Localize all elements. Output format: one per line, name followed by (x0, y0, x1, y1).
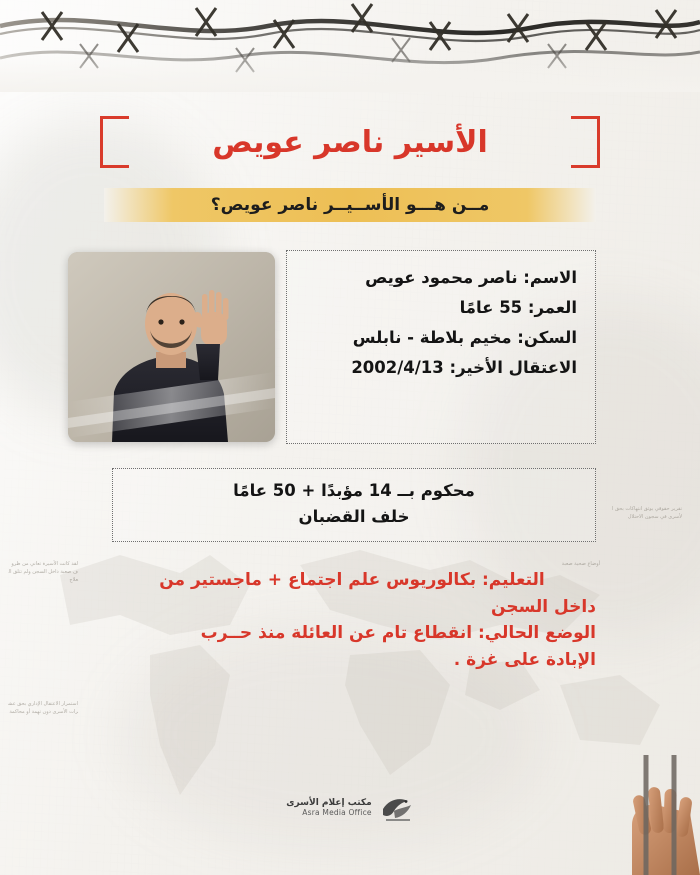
organization-logo (0, 793, 700, 823)
question-banner (104, 188, 596, 222)
sentence-card (112, 468, 596, 542)
poster-title-bar (100, 116, 600, 168)
info-name: الاسم: ناصر محمود عويص (365, 268, 577, 287)
prisoner-info-card (286, 250, 596, 444)
wire-fade-overlay (0, 0, 700, 92)
sentence-line-1: محكوم بــ 14 مؤبدًا + 50 عامًا (233, 481, 475, 500)
education-line-1: التعليم: بكالوريوس علم اجتماع + ماجستير من (159, 570, 545, 590)
info-last-arrest: الاعتقال الأخير: 2002/4/13 (351, 358, 577, 378)
info-age: العمر: 55 عامًا (459, 298, 577, 318)
status-line-1: الوضع الحالي: انقطاع تام عن العائلة منذ حــرب (200, 623, 596, 644)
background-ghost-text-left-top: لقد كانت الأسيرة تعاني من ظروف صعبة داخل السجن ولم تتلق العلاج (8, 561, 78, 583)
barbed-wire-header (0, 0, 700, 92)
world-map-watermark (0, 515, 700, 835)
prisoner-photo (68, 252, 275, 442)
details-block (108, 568, 596, 675)
background-ghost-text-left-bottom: استمرار الاعتقال الإداري بحق عشرات الأسرى دون تهمة أو محاكمة (8, 701, 78, 715)
page-title: الأسير ناصر عويص (212, 124, 488, 160)
background-ghost-text-right-mid: أوضاع صحية صعبة (561, 561, 600, 567)
bird-logo-icon (380, 793, 414, 823)
sentence-line-2: خلف القضبان (298, 507, 410, 527)
status-line-2: الإبادة على غزة . (453, 649, 596, 670)
logo-labels (286, 799, 371, 817)
prisoner-photo-illustration (68, 252, 275, 442)
background-ghost-text-right-top: تقرير حقوقي يوثق انتهاكات بحق الأسرى في سجون الاحتلال (612, 506, 682, 520)
info-residence: السكن: مخيم بلاطة - نابلس (352, 328, 577, 348)
question-banner-text: مــن هـــو الأســيــر ناصر عويص؟ (210, 195, 490, 215)
logo-english-name: Asra Media Office (302, 807, 372, 817)
logo-arabic-name: مكتب إعلام الأسرى (286, 797, 372, 808)
education-line-2: داخل السجن (491, 596, 596, 617)
